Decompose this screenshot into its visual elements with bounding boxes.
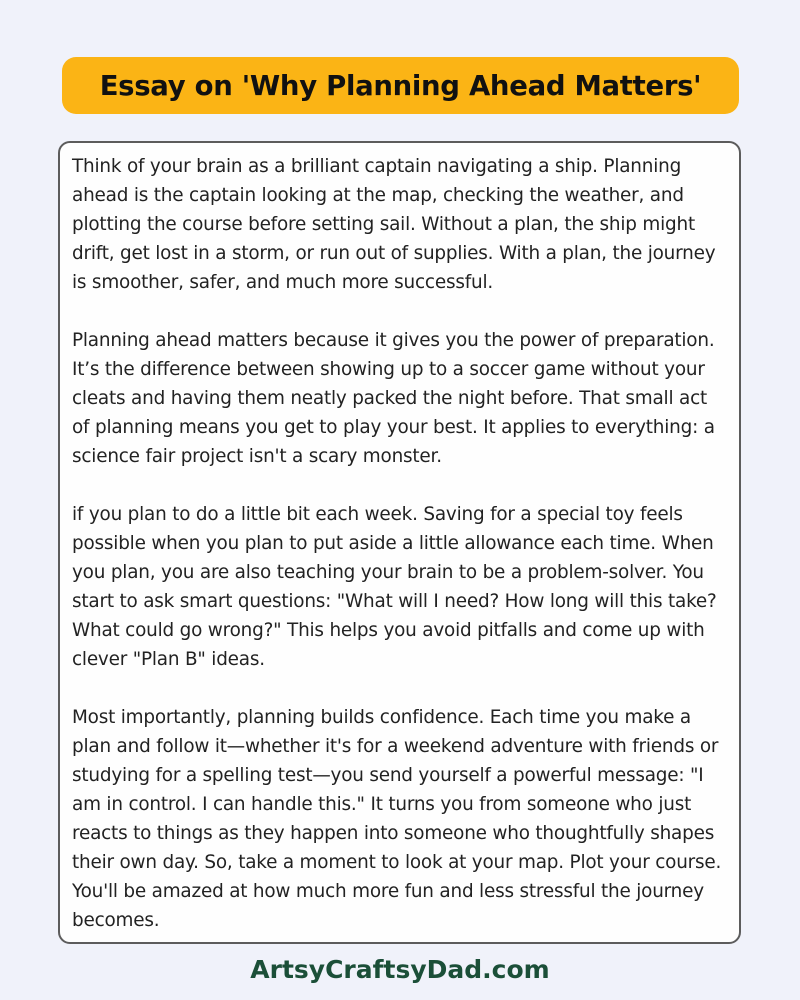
title-banner bbox=[62, 57, 739, 114]
essay-paragraph-4: Most importantly, planning builds confidence. Each time you make a plan and follow it—whether it's for a weekend adventure with friends or studying for a spelling test—you send yourself a powerful message: "I am in control. I can handle this." It turns you from someone who just reacts to things as they happen into someone who thoughtfully shapes their own day. So, take a moment to look at your map. Plot your course. You'll be amazed at how much more fun and less stressful the journey becomes. bbox=[72, 707, 722, 931]
essay-paragraph-3: if you plan to do a little bit each week. Saving for a special toy feels possible when you plan to put aside a little allowance each time. When you plan, you are also teaching your brain to be a problem-solver. You start to ask smart questions: "What will I need? How long will this take? What could go wrong?" This helps you avoid pitfalls and come up with clever "Plan B" ideas. bbox=[72, 504, 717, 670]
essay-card bbox=[58, 141, 741, 944]
footer-brand: ArtsyCraftsyDad.com bbox=[250, 955, 550, 984]
essay-paragraph-1: Think of your brain as a brilliant captain navigating a ship. Planning ahead is the captain looking at the map, checking the weather, and plotting the course before setting sail. Without a plan, the ship might drift, get lost in a storm, or run out of supplies. With a plan, the journey is smoother, safer, and much more successful. bbox=[72, 156, 716, 293]
essay-paragraph-2: Planning ahead matters because it gives you the power of preparation. It’s the difference between showing up to a soccer game without your cleats and having them neatly packed the night before. That small act of planning means you get to play your best. It applies to everything: a science fair project isn't a scary monster. bbox=[72, 330, 715, 467]
essay-title: Essay on 'Why Planning Ahead Matters' bbox=[99, 69, 702, 102]
